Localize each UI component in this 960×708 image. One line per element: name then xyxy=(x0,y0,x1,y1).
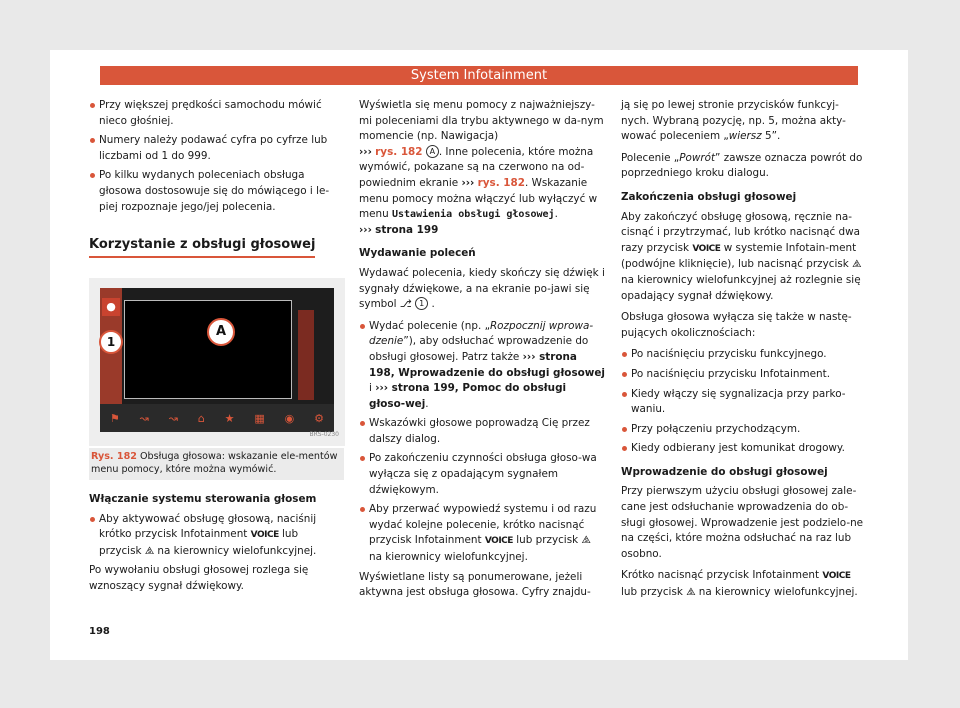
paragraph: Obsługa głosowa wyłącza się także w nastę-pujących okolicznościach: xyxy=(621,311,852,339)
subheading: Zakończenia obsługi głosowej xyxy=(621,190,797,203)
command-text: Rozpocznij wprowa-dzenie xyxy=(369,319,594,348)
voice-button-icon: ⧌ xyxy=(852,258,862,271)
function-bar xyxy=(100,404,334,432)
text: Wydać polecenie (np. „ xyxy=(369,319,490,332)
callout-a-ref: A xyxy=(426,145,439,158)
column-1 xyxy=(89,98,339,270)
text: na kierownicy wielofunkcyjnej. xyxy=(698,586,858,599)
list-item xyxy=(359,502,605,565)
route2-icon: ↝ xyxy=(168,411,178,425)
text: lub przycisk xyxy=(516,534,579,547)
voice-key-icon: VOICE xyxy=(250,530,279,541)
text: . Wskazanie menu pomocy można włączyć lub wyłączyć w menu xyxy=(359,176,598,221)
paragraph xyxy=(621,98,866,145)
text: Aby aktywować obsługę głosową, naciśnij krótko przycisk Infotainment xyxy=(99,512,317,541)
text: Aby zakończyć obsługę głosową, ręcznie na-cisnąć i przytrzymać, lub krótko nacisnąć dwa razy przycisk xyxy=(621,210,860,254)
list-item: Przy większej prędkości samochodu mówić nieco głośniej. xyxy=(89,98,339,129)
list-item: Numery należy podawać cyfra po cyfrze lub liczbami od 1 do 999. xyxy=(89,133,339,164)
text: ją się po lewej stronie przycisków funkcyj-nych. Wybraną pozycję, np. 5, można akty-wować poleceniem „ xyxy=(621,99,846,143)
paragraph: Przy pierwszym użyciu obsługi głosowej zale-cane jest odsłuchanie wprowadzenia do ob-sługi głosowej. Wprowadzenie jest podzielo-ne na części, które można odsłuchać na raz lub osobno. xyxy=(621,485,864,560)
paragraph: Wydawać polecenia, kiedy skończy się dźwięk i sygnały dźwiękowe, a na ekranie po-jawi się symbol ⎇ 1 . xyxy=(359,266,605,311)
paragraph: Po wywołaniu obsługi głosowej rozlega się wznoszący sygnał dźwiękowy. xyxy=(89,564,309,592)
subheading: Wprowadzenie do obsługi głosowej xyxy=(621,465,828,478)
subheading: Włączanie systemu sterowania głosem xyxy=(89,493,317,505)
arrow-ref: ››› xyxy=(359,223,372,236)
callout-1-ref: 1 xyxy=(415,297,428,310)
route-icon: ↝ xyxy=(139,411,149,425)
text: Wydawać polecenia, kiedy skończy się dźwięk i sygnały dźwiękowe, a na ekranie po-jawi się symbol xyxy=(359,266,605,311)
caption-ref: Rys. 182 xyxy=(91,451,137,462)
map-icon: ▦ xyxy=(254,411,265,425)
list-item: Po naciśnięciu przycisku funkcyjnego. xyxy=(621,347,866,363)
list-item: Po zakończeniu czynności obsługa głoso-wa wyłącza się z opadającym sygnałem dźwiękowym. xyxy=(359,451,605,498)
list-item xyxy=(359,319,605,413)
paragraph xyxy=(621,210,866,305)
section-title: Korzystanie z obsługi głosowej xyxy=(89,237,315,258)
text: Wyświetla się menu pomocy z najważniejszy-mi poleceniami dla trybu aktywnego w da-nym momencie (np. Nawigacja) xyxy=(359,99,604,143)
figure-link[interactable]: rys. 182 xyxy=(477,176,525,189)
list-item: Po naciśnięciu przycisku Infotainment. xyxy=(621,367,866,383)
voice-key-icon: VOICE xyxy=(822,571,851,582)
home-icon: ⌂ xyxy=(197,411,205,425)
column-2 xyxy=(359,98,605,607)
figure-code: BRS-0230 xyxy=(309,431,339,438)
flag-icon: ⚑ xyxy=(109,411,120,425)
figure-182 xyxy=(89,278,345,446)
traffic-icon: ◉ xyxy=(284,411,295,425)
list-item: Po kilku wydanych poleceniach obsługa głosowa dostosowuje się do mówiącego i le-piej rozpoznaje jego/jej polecenia. xyxy=(89,168,339,215)
right-strip xyxy=(298,310,314,400)
column-3 xyxy=(621,98,866,607)
figure-link[interactable]: rys. 182 xyxy=(375,145,423,158)
voice-button-icon: ⧌ xyxy=(581,534,591,547)
text: na kierownicy wielofunkcyjnej. xyxy=(157,544,317,557)
command-text: wiersz xyxy=(728,130,762,143)
list-item: Kiedy włączy się sygnalizacja przy parko-waniu. xyxy=(621,387,866,418)
paragraph xyxy=(621,568,866,600)
text: na kierownicy wielofunkcyjnej. xyxy=(369,551,528,564)
text: . Inne polecenia, które można wymówić, pokazane są na czerwono na od-powiednim ekranie xyxy=(359,145,594,189)
text: lub przycisk xyxy=(99,528,299,557)
voice-button-icon: ⧌ xyxy=(144,544,155,557)
page-link[interactable]: strona 199 xyxy=(375,223,439,236)
infotainment-screen xyxy=(100,288,334,432)
voice-button-icon: ⧌ xyxy=(686,586,696,599)
page-number: 198 xyxy=(89,626,110,637)
text: . xyxy=(554,208,558,221)
figure-caption xyxy=(89,448,344,480)
text: . xyxy=(425,397,429,410)
text: ” zawsze oznacza powrót do poprzedniego kroku dialogu. xyxy=(621,151,863,180)
text: 5”. xyxy=(761,130,781,143)
text: na kierownicy wielofunkcyjnej aż rozlegnie się opadający sygnał dźwiękowy. xyxy=(621,273,861,302)
menu-name: Ustawienia obsługi głosowej xyxy=(392,209,555,221)
caption-text: Obsługa głosowa: wskazanie ele-mentów menu pomocy, które można wymówić. xyxy=(91,451,338,475)
help-menu-area xyxy=(124,300,292,399)
page-link[interactable]: ››› strona 198, Wprowadzenie do obsługi głosowej xyxy=(369,350,605,379)
column-1-bottom xyxy=(89,484,339,601)
settings-icon: ⚙ xyxy=(314,411,324,425)
microphone-icon: ● xyxy=(102,298,120,316)
arrow-ref: ››› xyxy=(359,145,372,158)
text: Polecenie „ xyxy=(621,151,680,164)
text: lub przycisk xyxy=(621,586,683,599)
text: i xyxy=(369,382,372,395)
list-item xyxy=(89,512,339,560)
callout-1: 1 xyxy=(99,330,123,354)
star-icon: ★ xyxy=(224,411,235,425)
list-item: Wskazówki głosowe poprowadzą Cię przez dalszy dialog. xyxy=(359,416,605,447)
page-header: System Infotainment xyxy=(100,66,858,85)
paragraph: Wyświetlane listy są ponumerowane, jeżeli aktywna jest obsługa głosowa. Cyfry znajdu- xyxy=(359,570,591,599)
text: Krótko nacisnąć przycisk Infotainment xyxy=(621,569,820,582)
command-text: Powrót xyxy=(679,151,716,164)
text: ”), aby odsłuchać wprowadzenie do obsługi głosowej. Patrz także xyxy=(369,335,589,363)
subheading: Wydawanie poleceń xyxy=(359,247,476,260)
text: w systemie Infotain-ment (podwójne kliknięcie), lub nacisnąć przycisk xyxy=(621,241,857,271)
paragraph xyxy=(359,98,605,238)
callout-a: A xyxy=(207,318,235,346)
paragraph xyxy=(621,151,866,182)
arrow-ref: ››› xyxy=(461,176,475,189)
microphone-icon: ⎇ xyxy=(399,298,412,311)
voice-key-icon: VOICE xyxy=(692,243,721,254)
voice-key-icon: VOICE xyxy=(484,536,513,547)
list-item: Kiedy odbierany jest komunikat drogowy. xyxy=(621,441,866,457)
text: Aby przerwać wypowiedź systemu i od razu wydać kolejne polecenie, krótko nacisnąć przycisk Infotainment xyxy=(369,503,597,547)
page-link[interactable]: ››› strona 199, Pomoc do obsługi głoso-wej xyxy=(369,382,567,410)
list-item: Przy połączeniu przychodzącym. xyxy=(621,422,866,438)
